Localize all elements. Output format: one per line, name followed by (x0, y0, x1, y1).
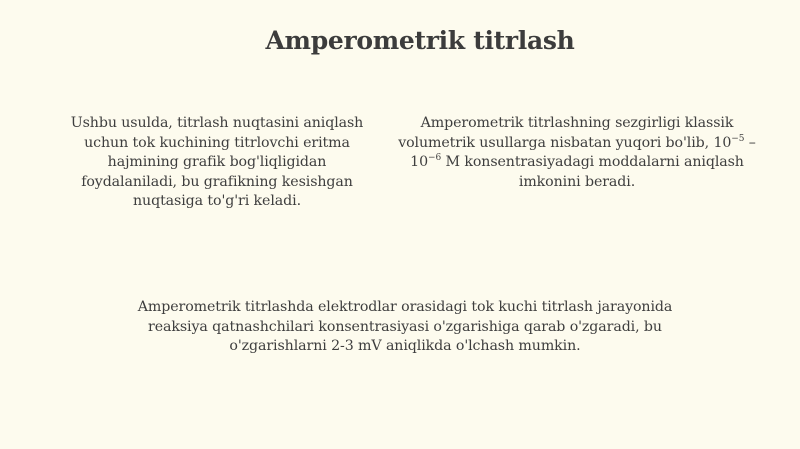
right-text-exponent2: −6 (428, 153, 442, 163)
slide-title: Amperometrik titrlash (265, 26, 575, 55)
right-text-block (390, 114, 764, 192)
right-text-part3: M konsentrasiyadagi moddalarni aniqlash imkonini beradi. (441, 154, 744, 190)
right-text-exponent1: −5 (731, 133, 745, 144)
bottom-text-block: Amperometrik titrlashda elektrodlar orasidagi tok kuchi titrlash jarayonida reaksiya qatnashchilari konsentrasiyasi o'zgarishiga qarab o'zgaradi, bu o'zgarishlarni 2-3 mV aniqlikda o'lchash mumkin. (137, 299, 673, 354)
right-text-part2: – 10 (410, 134, 756, 170)
right-text-part1: Amperometrik titrlashning sezgirligi klassik volumetrik usullarga nisbatan yuqori bo'lib, 10 (398, 115, 734, 151)
left-text-block: Ushbu usulda, titrlash nuqtasini aniqlash uchun tok kuchining titrlovchi eritma hajmining grafik bog'liqligidan foydalaniladi, bu grafikning kesishgan nuqtasiga to'g'ri keladi. (70, 115, 364, 209)
